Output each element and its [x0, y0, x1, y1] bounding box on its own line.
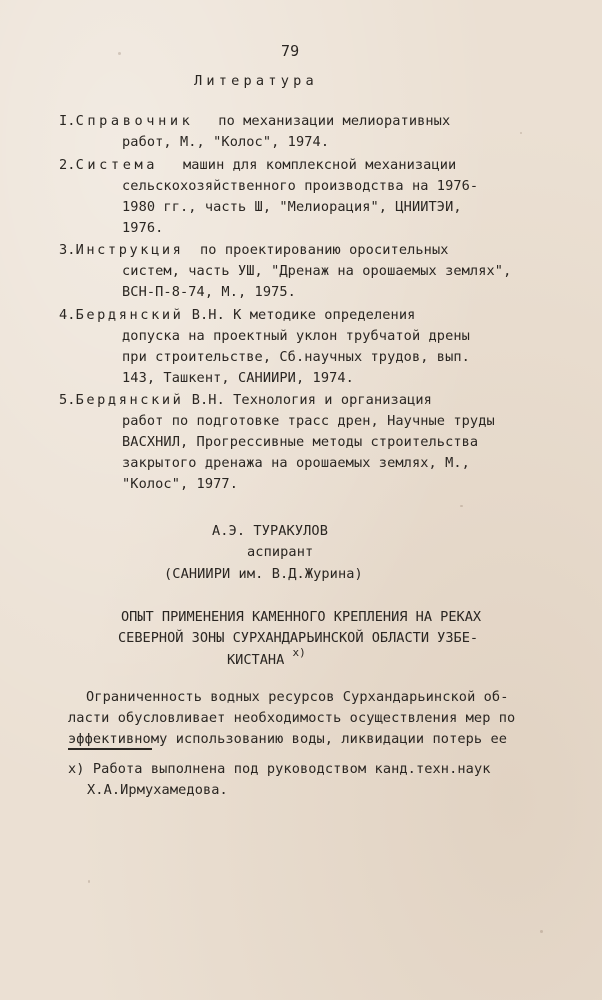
- footnote-divider: [68, 748, 152, 750]
- reference-author: Бердянский: [75, 392, 184, 408]
- reference-line: 143, Ташкент, САНИИРИ, 1974.: [122, 370, 354, 386]
- reference-text: В.Н. К методике определения: [191, 307, 416, 323]
- literature-heading: Литература: [194, 73, 318, 89]
- footnote-reference-mark: x): [292, 646, 306, 659]
- reference-line: работ, М., "Колос", 1974.: [122, 134, 330, 150]
- reference-line: закрытого дренажа на орошаемых землях, М.,: [122, 455, 470, 471]
- reference-text: по проектированию оросительных: [200, 242, 449, 258]
- reference-number: 3.: [59, 242, 76, 258]
- reference-number: 2.: [59, 157, 76, 173]
- article-author-position: аспирант: [247, 544, 314, 560]
- reference-2: [59, 156, 456, 174]
- reference-line: при строительстве, Сб.научных трудов, вып.: [122, 349, 470, 365]
- reference-line: работ по подготовке трасс дрен, Научные труды: [122, 413, 495, 429]
- page-number: 79: [281, 42, 300, 60]
- reference-line: 1980 гг., часть Ш, "Мелиорация", ЦНИИТЭИ,: [122, 199, 462, 215]
- reference-line: ВСН-П-8-74, М., 1975.: [122, 284, 296, 300]
- reference-4: [59, 306, 415, 324]
- reference-author: Бердянский: [75, 307, 184, 323]
- reference-number: 4.: [59, 307, 76, 323]
- body-text-line: ласти обусловливает необходимость осуществления мер по: [68, 710, 516, 726]
- article-author: А.Э. ТУРАКУЛОВ: [212, 523, 328, 539]
- footnote-mark: x): [68, 761, 85, 777]
- paper-speck: [460, 505, 463, 507]
- article-title-line: ОПЫТ ПРИМЕНЕНИЯ КАМЕННОГО КРЕПЛЕНИЯ НА РЕКАХ: [121, 609, 482, 625]
- reference-text: В.Н. Технология и организация: [191, 392, 432, 408]
- reference-author: Система: [75, 157, 159, 173]
- footnote: [68, 760, 491, 778]
- article-title-line: [227, 646, 306, 670]
- reference-number: 5.: [59, 392, 76, 408]
- footnote-line: Х.А.Ирмухамедова.: [87, 782, 228, 798]
- body-text-line: эффективному использованию воды, ликвидации потерь ее: [68, 731, 508, 747]
- paper-speck: [118, 52, 121, 55]
- reference-line: 1976.: [122, 220, 164, 236]
- paper-speck: [520, 132, 522, 134]
- body-text-line: Ограниченность водных ресурсов Сурхандарьинской об-: [86, 689, 509, 705]
- reference-3: [59, 241, 449, 259]
- reference-line: допуска на проектный уклон трубчатой дрены: [122, 328, 470, 344]
- reference-5: [59, 391, 432, 409]
- paper-speck: [540, 930, 543, 933]
- reference-text: по механизации мелиоративных: [218, 113, 451, 129]
- article-title-line: СЕВЕРНОЙ ЗОНЫ СУРХАНДАРЬИНСКОЙ ОБЛАСТИ УЗБЕ-: [118, 630, 479, 646]
- article-affiliation: (САНИИРИ им. В.Д.Журина): [164, 566, 363, 582]
- reference-author: Инструкция: [75, 242, 184, 258]
- reference-1: [59, 112, 450, 130]
- footnote-text: Работа выполнена под руководством канд.техн.наук: [92, 761, 491, 777]
- reference-author: Справочник: [75, 113, 194, 129]
- reference-number: I.: [59, 113, 76, 129]
- article-title-last-word: КИСТАНА: [227, 652, 285, 668]
- reference-line: сельскохозяйственного производства на 1976-: [122, 178, 479, 194]
- reference-line: "Колос", 1977.: [122, 476, 238, 492]
- reference-text: машин для комплексной механизации: [182, 157, 457, 173]
- paper-speck: [88, 880, 90, 883]
- reference-line: систем, часть УШ, "Дренаж на орошаемых землях",: [122, 263, 512, 279]
- reference-line: ВАСХНИЛ, Прогрессивные методы строительства: [122, 434, 479, 450]
